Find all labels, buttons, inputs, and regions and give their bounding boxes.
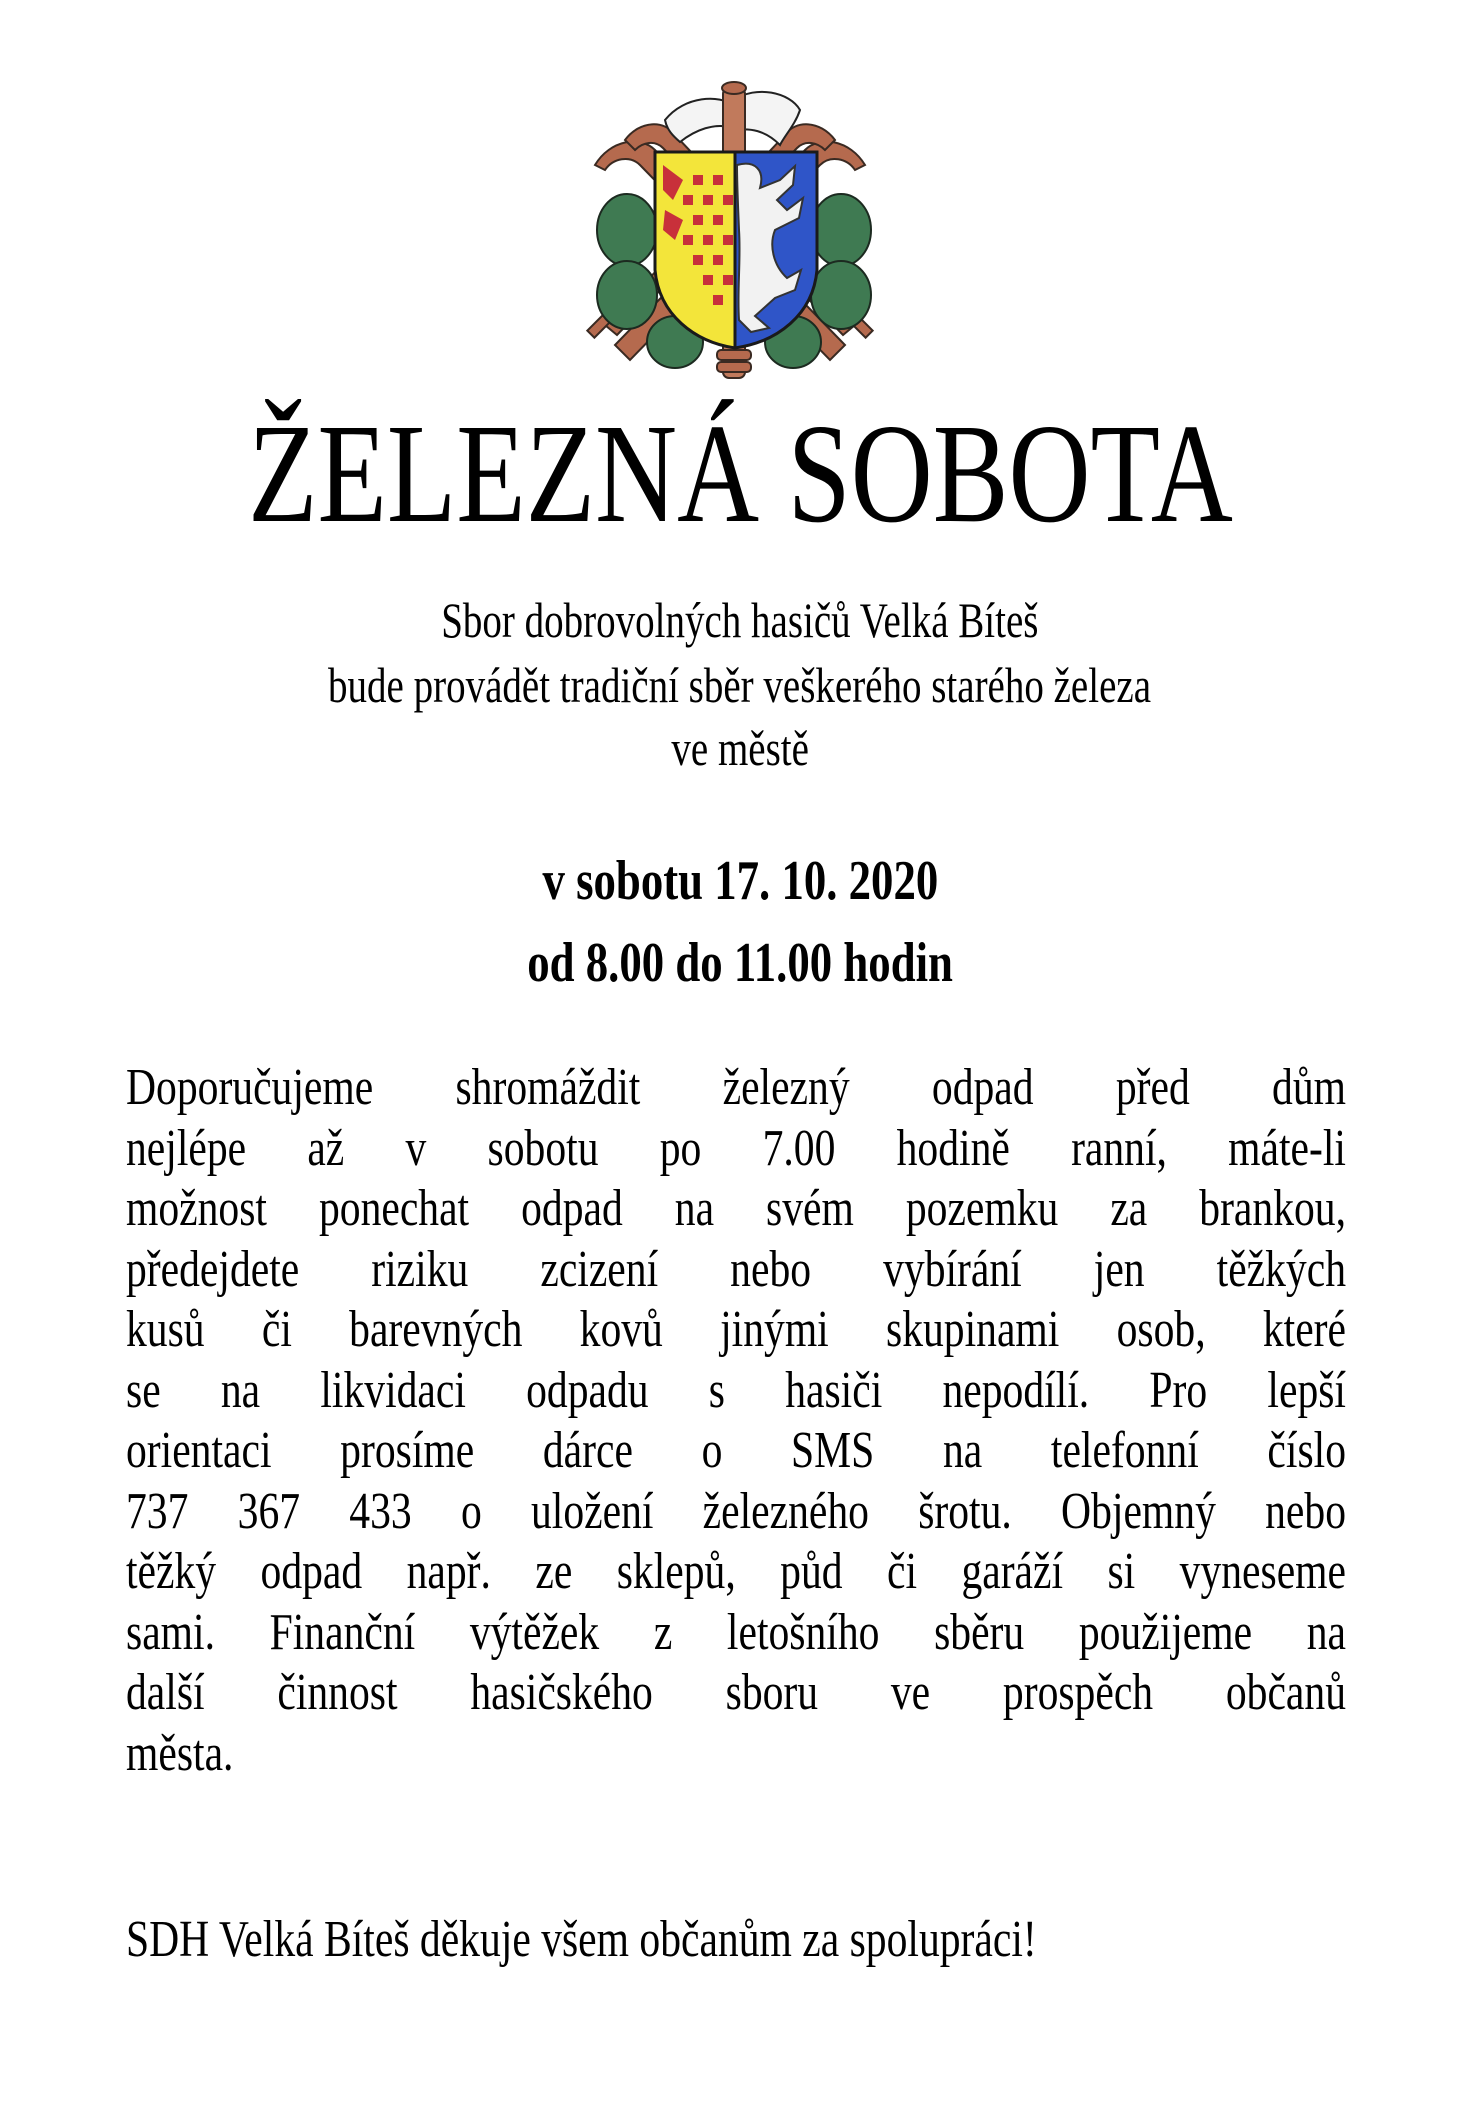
body-line xyxy=(126,1421,1346,1481)
body-line xyxy=(126,1300,1346,1360)
subtitle-text: ve městě xyxy=(671,720,809,776)
body-line-text: těžký odpad např. ze sklepů, půd či garáží si vyneseme xyxy=(126,1543,1346,1600)
subtitle-line-3 xyxy=(0,718,1480,778)
body-line xyxy=(126,1240,1346,1300)
body-line xyxy=(126,1663,1346,1723)
subtitle-text: bude provádět tradiční sběr veškerého starého železa xyxy=(328,657,1152,713)
body-line xyxy=(126,1119,1346,1179)
subtitle-text: Sbor dobrovolných hasičů Velká Bíteš xyxy=(441,592,1039,648)
event-date-text: v sobotu 17. 10. 2020 xyxy=(542,850,938,912)
body-line-text: kusů či barevných kovů jinými skupinami osob, které xyxy=(126,1301,1346,1358)
body-line-text: nejlépe až v sobotu po 7.00 hodině ranní, máte-li xyxy=(126,1119,1346,1177)
event-time xyxy=(0,930,1480,996)
footer-text: SDH Velká Bíteš děkuje všem občanům za spolupráci! xyxy=(126,1911,1037,1968)
event-date xyxy=(0,848,1480,914)
event-time-text: od 8.00 do 11.00 hodin xyxy=(527,932,953,994)
body-line-text: další činnost hasičského sboru ve prospěch občanů xyxy=(126,1664,1346,1721)
body-line-text: se na likvidaci odpadu s hasiči nepodílí. Pro lepší xyxy=(126,1361,1346,1419)
body-line-text: předejdete riziku zcizení nebo vybírání jen těžkých xyxy=(126,1240,1346,1298)
body-line-text: 737 367 433 o uložení železného šrotu. Objemný nebo xyxy=(126,1482,1346,1540)
page-title xyxy=(0,394,1480,552)
body-line-text: orientaci prosíme dárce o SMS na telefonní číslo xyxy=(126,1422,1346,1479)
thanks-footer xyxy=(126,1910,1346,1970)
fire-brigade-emblem xyxy=(555,70,905,390)
body-line-text: města. xyxy=(126,1724,234,1782)
title-text: ŽELEZNÁ SOBOTA xyxy=(247,394,1233,552)
body-line xyxy=(126,1058,1346,1118)
body-line xyxy=(126,1603,1346,1663)
body-line xyxy=(126,1724,1346,1784)
body-line xyxy=(126,1482,1346,1542)
body-line-text: sami. Finanční výtěžek z letošního sběru použijeme na xyxy=(126,1603,1346,1661)
body-line xyxy=(126,1361,1346,1421)
body-line xyxy=(126,1542,1346,1602)
body-line xyxy=(126,1179,1346,1239)
body-line-text: Doporučujeme shromáždit železný odpad před dům xyxy=(126,1059,1346,1116)
subtitle-line-1 xyxy=(0,590,1480,650)
subtitle-line-2 xyxy=(0,655,1480,715)
body-line-text: možnost ponechat odpad na svém pozemku za brankou, xyxy=(126,1180,1346,1237)
